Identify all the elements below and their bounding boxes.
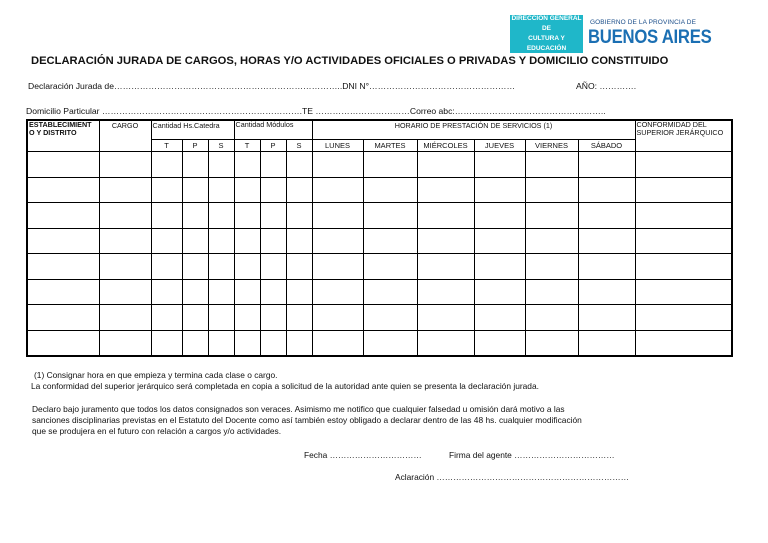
entry-cell[interactable] (208, 177, 234, 203)
col-modulos: Cantidad Módulos (234, 120, 312, 140)
sub-t-modulos: T (234, 140, 260, 152)
entry-cell[interactable] (286, 330, 312, 356)
fecha-field: Fecha …………………………… (304, 450, 422, 460)
table-row (27, 177, 732, 203)
entry-cell[interactable] (525, 254, 578, 280)
document-title: DECLARACIÓN JURADA DE CARGOS, HORAS Y/O ACTIVIDADES OFICIALES O PRIVADAS Y DOMICILIO CONSTITUIDO (31, 55, 669, 67)
entry-cell[interactable] (578, 152, 635, 178)
entry-cell[interactable] (525, 152, 578, 178)
entry-cell[interactable] (525, 177, 578, 203)
entry-cell[interactable] (151, 152, 182, 178)
entry-cell[interactable] (286, 305, 312, 331)
entry-cell[interactable] (474, 228, 525, 254)
entry-cell[interactable] (151, 228, 182, 254)
entry-cell[interactable] (99, 152, 151, 178)
entry-cell[interactable] (182, 330, 208, 356)
entry-cell[interactable] (234, 279, 260, 305)
dgcye-logo (510, 15, 583, 53)
day-jueves: JUEVES (474, 140, 525, 152)
entry-cell[interactable] (312, 305, 363, 331)
entry-cell[interactable] (151, 330, 182, 356)
table-row (27, 228, 732, 254)
entry-cell[interactable] (474, 330, 525, 356)
entry-cell[interactable] (151, 203, 182, 229)
entry-cell[interactable] (182, 152, 208, 178)
entry-cell[interactable] (99, 279, 151, 305)
entry-cell[interactable] (578, 228, 635, 254)
entry-cell[interactable] (635, 228, 732, 254)
entry-cell[interactable] (182, 254, 208, 280)
entry-cell[interactable] (578, 279, 635, 305)
entry-cell[interactable] (182, 177, 208, 203)
entry-cell[interactable] (260, 330, 286, 356)
entry-cell[interactable] (27, 254, 99, 280)
entry-cell[interactable] (286, 279, 312, 305)
entry-cell[interactable] (635, 330, 732, 356)
entry-cell[interactable] (417, 152, 474, 178)
entry-cell[interactable] (234, 254, 260, 280)
sub-s-catedra: S (208, 140, 234, 152)
sub-p-modulos: P (260, 140, 286, 152)
entry-cell[interactable] (474, 254, 525, 280)
table-row (27, 279, 732, 305)
entry-cell[interactable] (525, 305, 578, 331)
table-row (27, 152, 732, 178)
entry-cell[interactable] (525, 330, 578, 356)
entry-cell[interactable] (260, 177, 286, 203)
day-lunes: LUNES (312, 140, 363, 152)
entry-cell[interactable] (525, 228, 578, 254)
entry-cell[interactable] (312, 254, 363, 280)
entry-cell[interactable] (312, 152, 363, 178)
entry-cell[interactable] (578, 203, 635, 229)
day-sabado: SÁBADO (578, 140, 635, 152)
table-row (27, 203, 732, 229)
entry-cell[interactable] (578, 254, 635, 280)
entry-cell[interactable] (363, 228, 417, 254)
entry-cell[interactable] (260, 254, 286, 280)
entry-cell[interactable] (27, 279, 99, 305)
entry-cell[interactable] (286, 177, 312, 203)
entry-cell[interactable] (27, 203, 99, 229)
anio-field: AÑO: …………. (576, 81, 637, 91)
entry-cell[interactable] (312, 330, 363, 356)
declaracion-dni-line: Declaración Jurada de……………………………………………………………………..DNI N°…………………………………………… (28, 81, 516, 91)
entry-cell[interactable] (286, 254, 312, 280)
day-viernes: VIERNES (525, 140, 578, 152)
entry-cell[interactable] (578, 305, 635, 331)
entry-cell[interactable] (635, 254, 732, 280)
entry-cell[interactable] (525, 279, 578, 305)
entry-cell[interactable] (474, 152, 525, 178)
entry-cell[interactable] (286, 203, 312, 229)
day-miercoles: MIÉRCOLES (417, 140, 474, 152)
entry-cell[interactable] (474, 203, 525, 229)
entry-cell[interactable] (208, 152, 234, 178)
entry-cell[interactable] (27, 305, 99, 331)
entry-cell[interactable] (635, 279, 732, 305)
entry-cell[interactable] (182, 228, 208, 254)
entry-cell[interactable] (234, 152, 260, 178)
declaration-line-1: Declaro bajo juramento que todos los datos consignados son veraces. Asimismo me notifico que cualquier falsedad u omisión dará motivo a las (32, 404, 565, 414)
entry-cell[interactable] (578, 177, 635, 203)
table-row (27, 305, 732, 331)
gov-caption: GOBIERNO DE LA PROVINCIA DE (590, 19, 697, 26)
entry-cell[interactable] (27, 228, 99, 254)
entry-cell[interactable] (286, 228, 312, 254)
entry-cell[interactable] (417, 177, 474, 203)
entry-cell[interactable] (99, 330, 151, 356)
entry-cell[interactable] (27, 177, 99, 203)
col-horario: HORARIO DE PRESTACIÓN DE SERVICIOS (1) (312, 120, 635, 140)
entry-cell[interactable] (363, 305, 417, 331)
entry-cell[interactable] (363, 177, 417, 203)
entry-cell[interactable] (99, 203, 151, 229)
entry-cell[interactable] (234, 203, 260, 229)
entry-cell[interactable] (363, 254, 417, 280)
note-1: (1) Consignar hora en que empieza y termina cada clase o cargo. (34, 370, 278, 380)
day-martes: MARTES (363, 140, 417, 152)
sub-t-catedra: T (151, 140, 182, 152)
entry-cell[interactable] (363, 152, 417, 178)
entry-cell[interactable] (151, 305, 182, 331)
table-row (27, 330, 732, 356)
entry-cell[interactable] (525, 203, 578, 229)
entry-cell[interactable] (99, 254, 151, 280)
entry-cell[interactable] (151, 254, 182, 280)
entry-cell[interactable] (208, 305, 234, 331)
entry-cell[interactable] (208, 203, 234, 229)
entry-cell[interactable] (234, 305, 260, 331)
entry-cell[interactable] (474, 305, 525, 331)
entry-cell[interactable] (99, 228, 151, 254)
declaration-line-3: que se produjera en el futuro con relación a cargos y/o actividades. (32, 426, 282, 436)
entry-cell[interactable] (260, 305, 286, 331)
entry-cell[interactable] (99, 177, 151, 203)
entry-cell[interactable] (474, 177, 525, 203)
entry-cell[interactable] (208, 254, 234, 280)
entry-cell[interactable] (417, 228, 474, 254)
domicilio-line: Domicilio Particular …………………………………………………………….TE ……………………………Correo abc:…………………………………………….. (26, 106, 606, 116)
entry-cell[interactable] (635, 177, 732, 203)
entry-cell[interactable] (234, 228, 260, 254)
entry-cell[interactable] (312, 228, 363, 254)
entry-cell[interactable] (151, 177, 182, 203)
entry-cell[interactable] (182, 279, 208, 305)
entry-cell[interactable] (312, 177, 363, 203)
col-conformidad: CONFORMIDAD DEL SUPERIOR JERÁRQUICO (635, 120, 732, 152)
entry-cell[interactable] (635, 203, 732, 229)
aclaracion-field: Aclaración …………………………………………………………… (395, 472, 630, 482)
entry-cell[interactable] (417, 305, 474, 331)
entry-cell[interactable] (208, 228, 234, 254)
entry-cell[interactable] (417, 254, 474, 280)
firma-field: Firma del agente ……………………………… (449, 450, 615, 460)
entry-cell[interactable] (417, 330, 474, 356)
entry-cell[interactable] (99, 305, 151, 331)
table-row (27, 254, 732, 280)
entry-cell[interactable] (151, 279, 182, 305)
col-cargo: CARGO (99, 120, 151, 152)
entry-cell[interactable] (234, 330, 260, 356)
entry-cell[interactable] (635, 152, 732, 178)
entry-cell[interactable] (208, 279, 234, 305)
entry-cell[interactable] (417, 279, 474, 305)
logo-line-1: DIRECCIÓN GENERAL DE (511, 15, 582, 32)
entry-cell[interactable] (182, 305, 208, 331)
entry-cell[interactable] (260, 203, 286, 229)
entry-cell[interactable] (208, 330, 234, 356)
entry-cell[interactable] (286, 152, 312, 178)
entry-cell[interactable] (260, 228, 286, 254)
entry-cell[interactable] (260, 152, 286, 178)
entry-cell[interactable] (474, 279, 525, 305)
declaration-line-2: sanciones disciplinarias previstas en el Estatuto del Docente como así también estoy obligado a declarar dentro de las 48 hs. cualquier modificación (32, 415, 582, 425)
entry-cell[interactable] (635, 305, 732, 331)
col-hs-catedra: Cantidad Hs.Catedra (151, 120, 234, 140)
logo-line-2: CULTURA Y EDUCACIÓN (526, 35, 567, 52)
entry-cell[interactable] (234, 177, 260, 203)
sub-s-modulos: S (286, 140, 312, 152)
entry-cell[interactable] (363, 279, 417, 305)
entry-cell[interactable] (260, 279, 286, 305)
buenos-aires-logo: BUENOS AIRES (588, 27, 712, 48)
sub-p-catedra: P (182, 140, 208, 152)
col-establecimiento: ESTABLECIMIENT O Y DISTRITO (27, 120, 99, 152)
entry-cell[interactable] (417, 203, 474, 229)
entry-cell[interactable] (27, 330, 99, 356)
entry-cell[interactable] (182, 203, 208, 229)
entry-cell[interactable] (363, 203, 417, 229)
entry-cell[interactable] (27, 152, 99, 178)
entry-cell[interactable] (312, 279, 363, 305)
entry-cell[interactable] (578, 330, 635, 356)
entry-cell[interactable] (363, 330, 417, 356)
note-2: La conformidad del superior jerárquico será completada en copia a solicitud de la autoridad ante quien se presenta la declaración jurada. (31, 381, 539, 391)
entry-cell[interactable] (312, 203, 363, 229)
cargos-table (26, 119, 733, 357)
